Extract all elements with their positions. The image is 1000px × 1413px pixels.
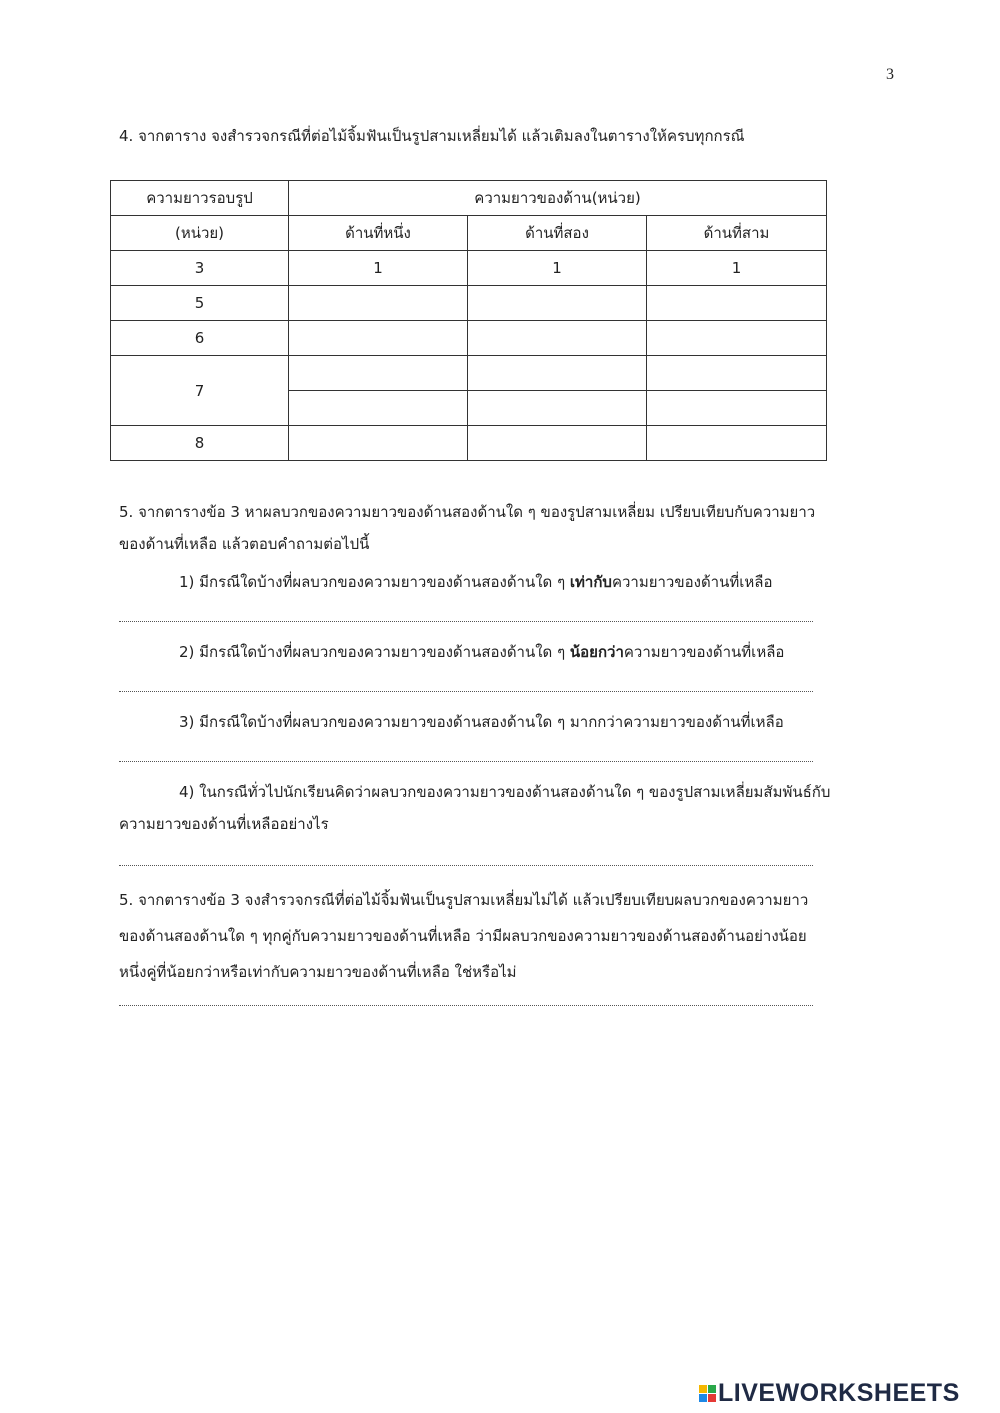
answer-cell[interactable] — [468, 391, 647, 426]
question-5b-line3: หนึ่งคู่ที่น้อยกว่าหรือเท่ากับความยาวของด้านที่เหลือ ใช่หรือไม่ — [119, 963, 517, 981]
answer-cell[interactable] — [289, 321, 468, 356]
question-4-text: 4. จากตาราง จงสำรวจกรณีที่ต่อไม้จิ้มฟันเป็นรูปสามเหลี่ยมได้ แล้วเติมลงในตารางให้ครบทุกกรณี — [119, 127, 745, 145]
liveworksheets-logo — [699, 1379, 960, 1408]
answer-cell[interactable] — [647, 356, 827, 391]
sub-question-2-post: ความยาวของด้านที่เหลือ — [623, 643, 785, 661]
answer-cell[interactable] — [468, 426, 647, 461]
question-5-line1: 5. จากตารางข้อ 3 หาผลบวกของความยาวของด้านสองด้านใด ๆ ของรูปสามเหลี่ยม เปรียบเทียบกับความยาว — [119, 503, 816, 521]
logo-cubes-icon — [699, 1385, 716, 1402]
question-5-line2: ของด้านที่เหลือ แล้วตอบคำถามต่อไปนี้ — [119, 535, 370, 553]
answer-cell[interactable] — [289, 286, 468, 321]
side-cell: 1 — [289, 251, 468, 286]
side-cell: 1 — [468, 251, 647, 286]
perimeter-unit-header: (หน่วย) — [111, 216, 289, 251]
perimeter-cell: 7 — [111, 356, 289, 426]
answer-cell[interactable] — [468, 321, 647, 356]
answer-line-4[interactable] — [119, 864, 813, 866]
sub-question-1-bold: เท่ากับ — [569, 573, 612, 591]
table-row — [111, 251, 827, 286]
table-row — [111, 286, 827, 321]
answer-cell[interactable] — [647, 391, 827, 426]
question-5b — [119, 882, 899, 990]
answer-cell[interactable] — [647, 321, 827, 356]
perimeter-cell: 6 — [111, 321, 289, 356]
table-row — [111, 426, 827, 461]
sub-question-2-bold: น้อยกว่า — [569, 643, 624, 661]
answer-cell[interactable] — [289, 426, 468, 461]
side-cell: 1 — [647, 251, 827, 286]
side1-header: ด้านที่หนึ่ง — [289, 216, 468, 251]
sub-question-2 — [119, 636, 959, 668]
answer-line-2[interactable] — [119, 690, 813, 692]
answer-cell[interactable] — [289, 391, 468, 426]
perimeter-cell: 3 — [111, 251, 289, 286]
table-row — [111, 321, 827, 356]
answer-cell[interactable] — [468, 356, 647, 391]
answer-cell[interactable] — [647, 426, 827, 461]
sub-question-2-pre: 2) มีกรณีใดบ้างที่ผลบวกของความยาวของด้านสองด้านใด ๆ — [179, 643, 570, 661]
sub-question-3: 3) มีกรณีใดบ้างที่ผลบวกของความยาวของด้านสองด้านใด ๆ มากกว่าความยาวของด้านที่เหลือ — [179, 713, 784, 731]
answer-line-5[interactable] — [119, 1004, 813, 1006]
perimeter-cell: 8 — [111, 426, 289, 461]
table-row — [111, 356, 827, 391]
sub-question-4-line2: ความยาวของด้านที่เหลืออย่างไร — [119, 815, 329, 833]
answer-cell[interactable] — [647, 286, 827, 321]
perimeter-cell: 5 — [111, 286, 289, 321]
sub-question-1 — [119, 566, 959, 598]
answer-line-3[interactable] — [119, 760, 813, 762]
sub-question-1-pre: 1) มีกรณีใดบ้างที่ผลบวกของความยาวของด้านสองด้านใด ๆ — [179, 573, 570, 591]
triangle-sides-table — [110, 180, 827, 461]
side3-header: ด้านที่สาม — [647, 216, 827, 251]
question-5b-line1: 5. จากตารางข้อ 3 จงสำรวจกรณีที่ต่อไม้จิ้มฟันเป็นรูปสามเหลี่ยมไม่ได้ แล้วเปรียบเทียบผลบวกของความยาว — [119, 891, 809, 909]
logo-text: LIVEWORKSHEETS — [718, 1379, 960, 1407]
sub-question-4-line1: 4) ในกรณีทั่วไปนักเรียนคิดว่าผลบวกของความยาวของด้านสองด้านใด ๆ ของรูปสามเหลี่ยมสัมพันธ์กับ — [179, 783, 831, 801]
question-5b-line2: ของด้านสองด้านใด ๆ ทุกคู่กับความยาวของด้านที่เหลือ ว่ามีผลบวกของความยาวของด้านสองด้านอย่างน้อย — [119, 927, 807, 945]
answer-cell[interactable] — [468, 286, 647, 321]
answer-cell[interactable] — [289, 356, 468, 391]
sub-question-4 — [119, 776, 899, 840]
sub-question-1-post: ความยาวของด้านที่เหลือ — [611, 573, 773, 591]
side2-header: ด้านที่สอง — [468, 216, 647, 251]
question-5-intro — [119, 496, 899, 560]
perimeter-header: ความยาวรอบรูป — [111, 181, 289, 216]
sides-header: ความยาวของด้าน(หน่วย) — [289, 181, 827, 216]
page-number: 3 — [886, 66, 894, 83]
answer-line-1[interactable] — [119, 620, 813, 622]
